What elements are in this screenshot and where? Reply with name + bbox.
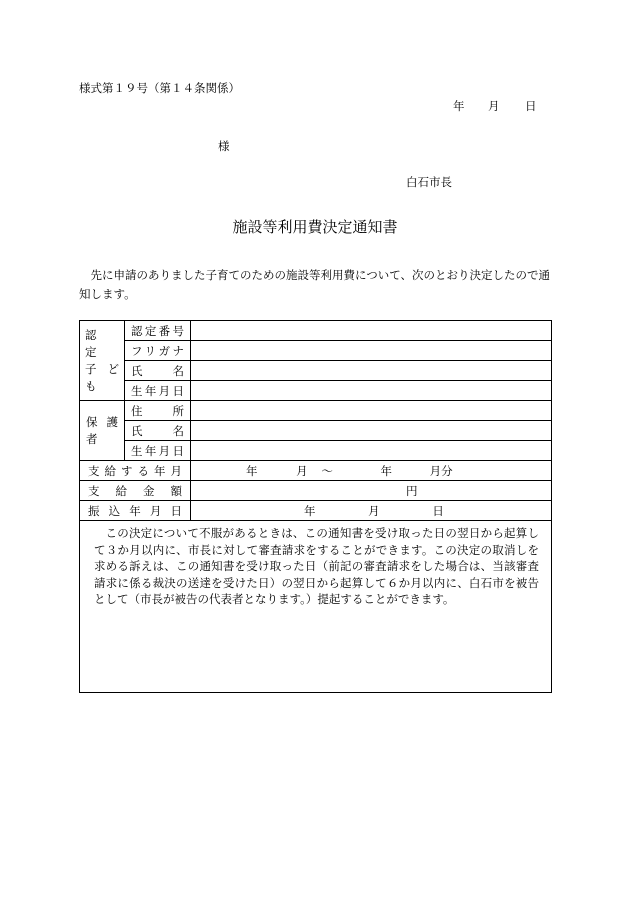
guardian-address-field[interactable] xyxy=(191,401,552,421)
table-row xyxy=(80,441,552,461)
table-row xyxy=(80,501,552,521)
paydate-year: 年 xyxy=(304,503,316,518)
date-day-label: 日 xyxy=(525,99,537,113)
issuer: 白石市長 xyxy=(406,175,452,189)
child-group-line2: 子ども xyxy=(85,361,119,393)
period-month1: 月 xyxy=(296,463,308,478)
guardian-birthdate-field[interactable] xyxy=(191,441,552,461)
amount-field[interactable] xyxy=(191,481,552,501)
guardian-birthdate-label: 生年月日 xyxy=(125,441,191,461)
child-group-line1: 認 定 xyxy=(85,327,108,359)
child-name-field[interactable] xyxy=(191,361,552,381)
period-year1: 年 xyxy=(246,463,258,478)
child-group-label xyxy=(80,321,125,401)
table-row xyxy=(80,321,552,341)
guardian-name-field[interactable] xyxy=(191,421,552,441)
period-label: 支給する年月 xyxy=(80,461,191,481)
paydate-month: 月 xyxy=(368,503,380,518)
intro-paragraph xyxy=(79,266,554,304)
table-row xyxy=(80,461,552,481)
guardian-group-text: 保護者 xyxy=(86,414,118,446)
paydate-day: 日 xyxy=(432,503,444,518)
cert-number-label: 認定番号 xyxy=(125,321,191,341)
child-birthdate-field[interactable] xyxy=(191,381,552,401)
guardian-address-label: 住 所 xyxy=(125,401,191,421)
furigana-label: フリガナ xyxy=(125,341,191,361)
date-month-label: 月 xyxy=(488,99,500,113)
amount-label: 支給金額 xyxy=(80,481,191,501)
period-field[interactable] xyxy=(191,461,552,481)
guardian-name-label: 氏 名 xyxy=(125,421,191,441)
paydate-label: 振込年月日 xyxy=(80,501,191,521)
furigana-field[interactable] xyxy=(191,341,552,361)
date-year-label: 年 xyxy=(453,99,465,113)
table-row xyxy=(80,381,552,401)
appeal-notice xyxy=(80,521,552,693)
table-row xyxy=(80,341,552,361)
form-number: 様式第１９号（第１４条関係） xyxy=(79,81,240,95)
guardian-group-label xyxy=(80,401,125,461)
addressee: 様 xyxy=(218,139,230,153)
table-row xyxy=(80,361,552,381)
document-title: 施設等利用費決定通知書 xyxy=(232,218,398,236)
amount-unit: 円 xyxy=(406,483,418,498)
paydate-field[interactable] xyxy=(191,501,552,521)
table-row xyxy=(80,401,552,421)
appeal-notice-text: この決定について不服があるときは、この通知書を受け取った日の翌日から起算して３か月以内に、市長に対して審査請求をすることができます。この決定の取消しを求める訴えは、この通知書を受け取った日（前記の審査請求をした場合は、当該審査請求に係る裁決の送達を受けた日）の翌日から起算して６か月以内に、白石市を被告として（市長が被告の代表者となります。）提起することができます。 xyxy=(94,526,539,606)
intro-text: 先に申請のありました子育てのための施設等利用費について、次のとおり決定したので通知します。 xyxy=(79,268,551,301)
period-month2: 月分 xyxy=(429,463,453,478)
table-row xyxy=(80,421,552,441)
notice-table xyxy=(79,320,552,693)
table-row xyxy=(80,521,552,693)
child-name-label: 氏 名 xyxy=(125,361,191,381)
period-year2: 年 xyxy=(380,463,392,478)
table-row xyxy=(80,481,552,501)
period-tilde: ～ xyxy=(321,463,333,478)
cert-number-field[interactable] xyxy=(191,321,552,341)
child-birthdate-label: 生年月日 xyxy=(125,381,191,401)
